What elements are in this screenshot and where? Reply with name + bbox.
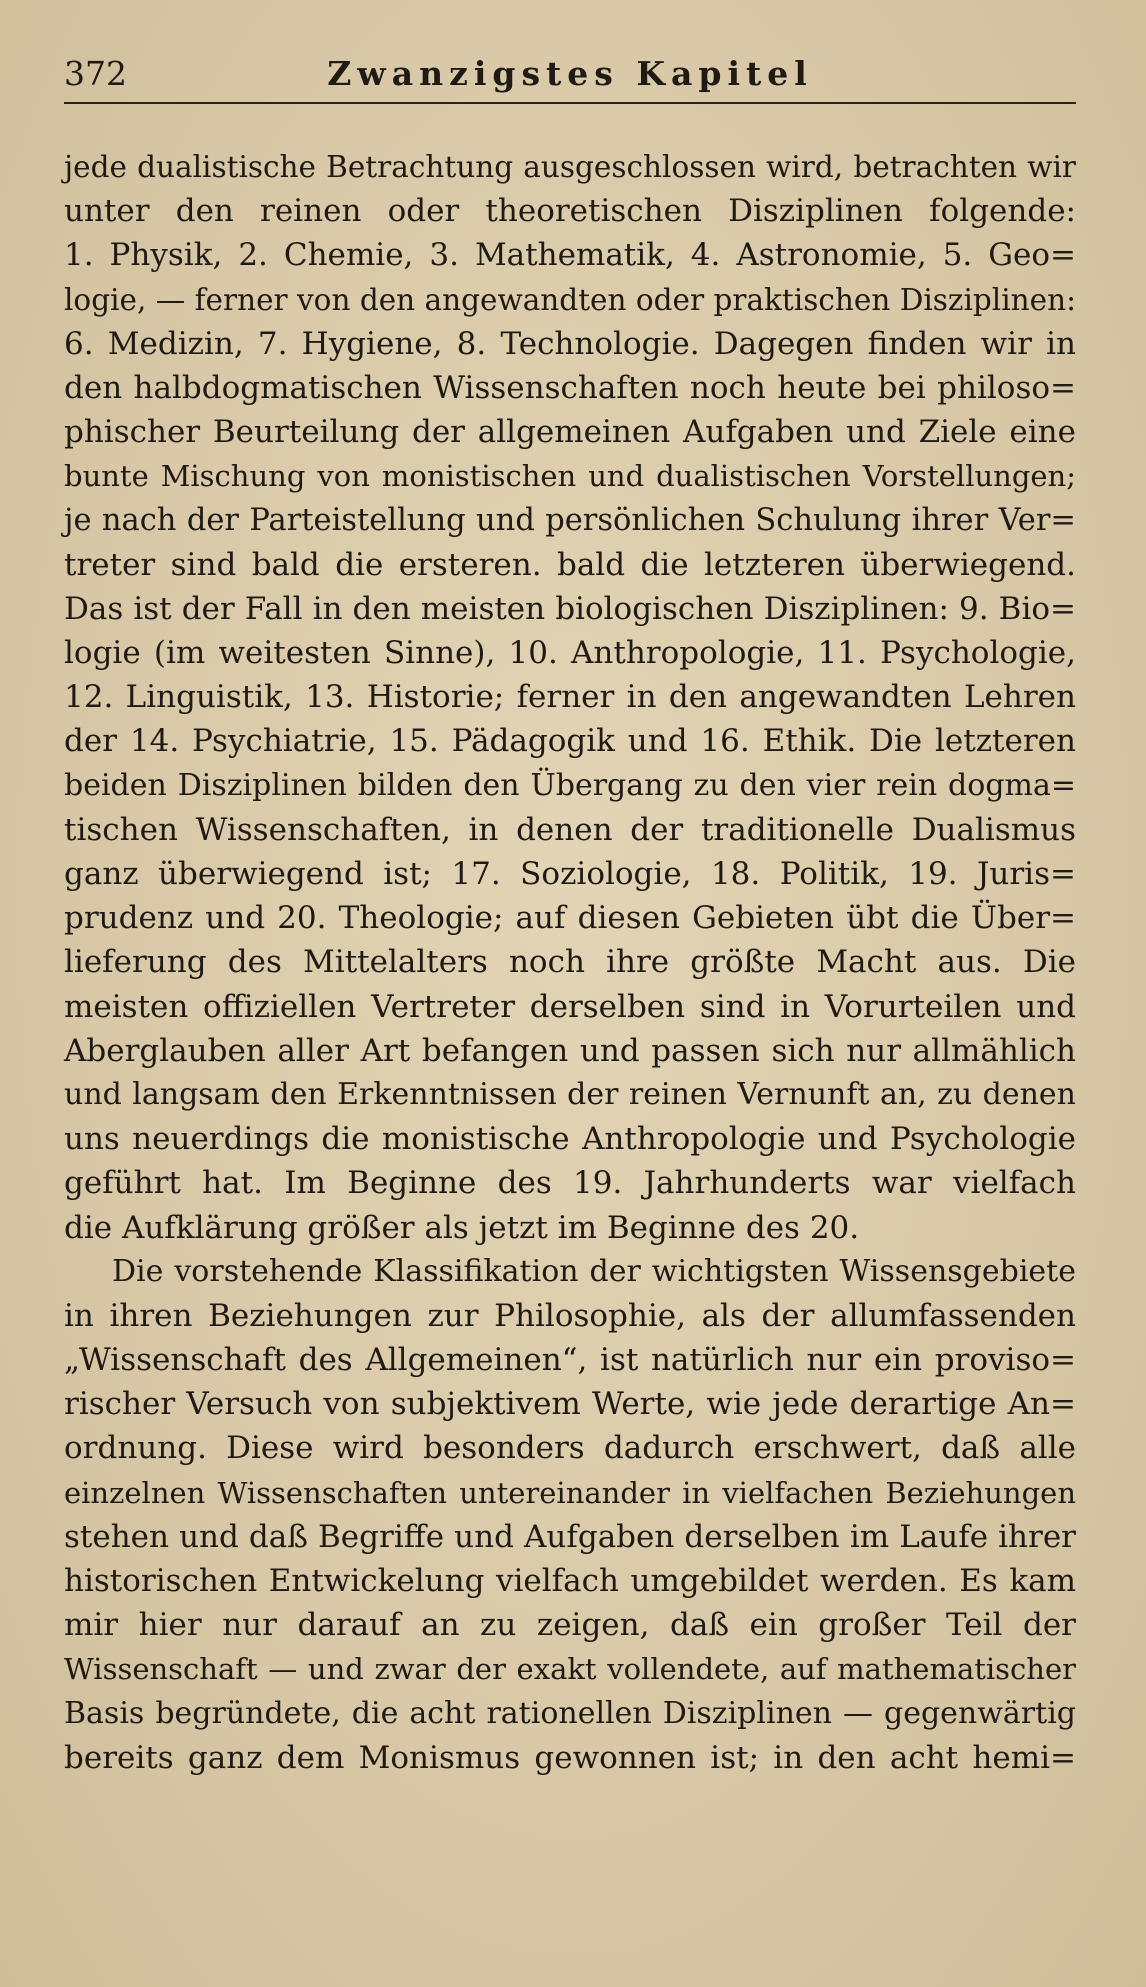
text-line: rischer Versuch von subjektivem Werte, wie jede derartige An= [64,1386,1076,1423]
text-line: unter den reinen oder theoretischen Disziplinen folgende: [64,193,1076,230]
text-line: und langsam den Erkenntnissen der reinen Vernunft an, zu denen [64,1076,1076,1112]
page-number: 372 [64,54,127,93]
text-line: 1. Physik, 2. Chemie, 3. Mathematik, 4. Astronomie, 5. Geo= [64,237,1076,274]
text-line: in ihren Beziehungen zur Philosophie, als der allumfassenden [64,1297,1076,1334]
body-text [64,145,1076,1780]
text-line: Wissenschaft — und zwar der exakt vollendete, auf mathematischer [64,1652,1076,1687]
text-line: Basis begründete, die acht rationellen Disziplinen — gegenwärtig [64,1695,1076,1731]
text-line: „Wissenschaft des Allgemeinen“, ist natürlich nur ein proviso= [64,1342,1076,1379]
paragraph-start-line: Die vorstehende Klassifikation der wichtigsten Wissensgebiete [112,1253,1076,1289]
text-line: tischen Wissenschaften, in denen der traditionelle Dualismus [64,811,1076,848]
text-line: uns neuerdings die monistische Anthropologie und Psychologie [64,1121,1076,1158]
text-line: treter sind bald die ersteren. bald die letzteren überwiegend. [64,546,1076,583]
text-line: 6. Medizin, 7. Hygiene, 8. Technologie. Dagegen finden wir in [64,325,1076,362]
text-line: 12. Linguistik, 13. Historie; ferner in den angewandten Lehren [64,679,1076,716]
text-line: bunte Mischung von monistischen und dualistischen Vorstellungen; [64,459,1076,494]
text-line: ordnung. Diese wird besonders dadurch erschwert, daß alle [64,1430,1076,1467]
text-line: historischen Entwickelung vielfach umgebildet werden. Es kam [64,1563,1076,1599]
text-line: jede dualistische Betrachtung ausgeschlossen wird, betrachten wir [64,150,1076,184]
text-line: ganz überwiegend ist; 17. Soziologie, 18. Politik, 19. Juris= [64,856,1076,892]
text-line: stehen und daß Begriffe und Aufgaben derselben im Laufe ihrer [64,1518,1076,1555]
running-title: Zwanzigstes Kapitel [327,54,813,93]
text-line: lieferung des Mittelalters noch ihre größte Macht aus. Die [64,944,1076,981]
text-line: bereits ganz dem Monismus gewonnen ist; in den acht hemi= [64,1739,1076,1776]
text-line: beiden Disziplinen bilden den Übergang zu den vier rein dogma= [64,767,1076,803]
text-line: Das ist der Fall in den meisten biologischen Disziplinen: 9. Bio= [64,590,1076,627]
text-line: der 14. Psychiatrie, 15. Pädagogik und 16. Ethik. Die letzteren [64,723,1076,760]
text-line: je nach der Parteistellung und persönlichen Schulung ihrer Ver= [64,502,1076,538]
paragraph-end-line: die Aufklärung größer als jetzt im Beginne des 20. [64,1209,860,1246]
text-line: den halbdogmatischen Wissenschaften noch heute bei philoso= [64,369,1076,406]
text-line: mir hier nur darauf an zu zeigen, daß ein großer Teil der [64,1607,1076,1644]
text-line: phischer Beurteilung der allgemeinen Aufgaben und Ziele eine [64,414,1076,451]
text-line: prudenz und 20. Theologie; auf diesen Gebieten übt die Über= [64,900,1076,937]
text-line: logie (im weitesten Sinne), 10. Anthropologie, 11. Psychologie, [64,635,1076,672]
text-line: Aberglauben aller Art befangen und passen sich nur allmählich [64,1032,1076,1069]
text-line: logie, — ferner von den angewandten oder praktischen Disziplinen: [64,282,1077,317]
text-line: geführt hat. Im Beginne des 19. Jahrhunderts war vielfach [64,1165,1076,1202]
page-header [64,52,1076,104]
text-line: einzelnen Wissenschaften untereinander in vielfachen Beziehungen [64,1475,1076,1510]
text-line: meisten offiziellen Vertreter derselben sind in Vorurteilen und [64,988,1076,1025]
